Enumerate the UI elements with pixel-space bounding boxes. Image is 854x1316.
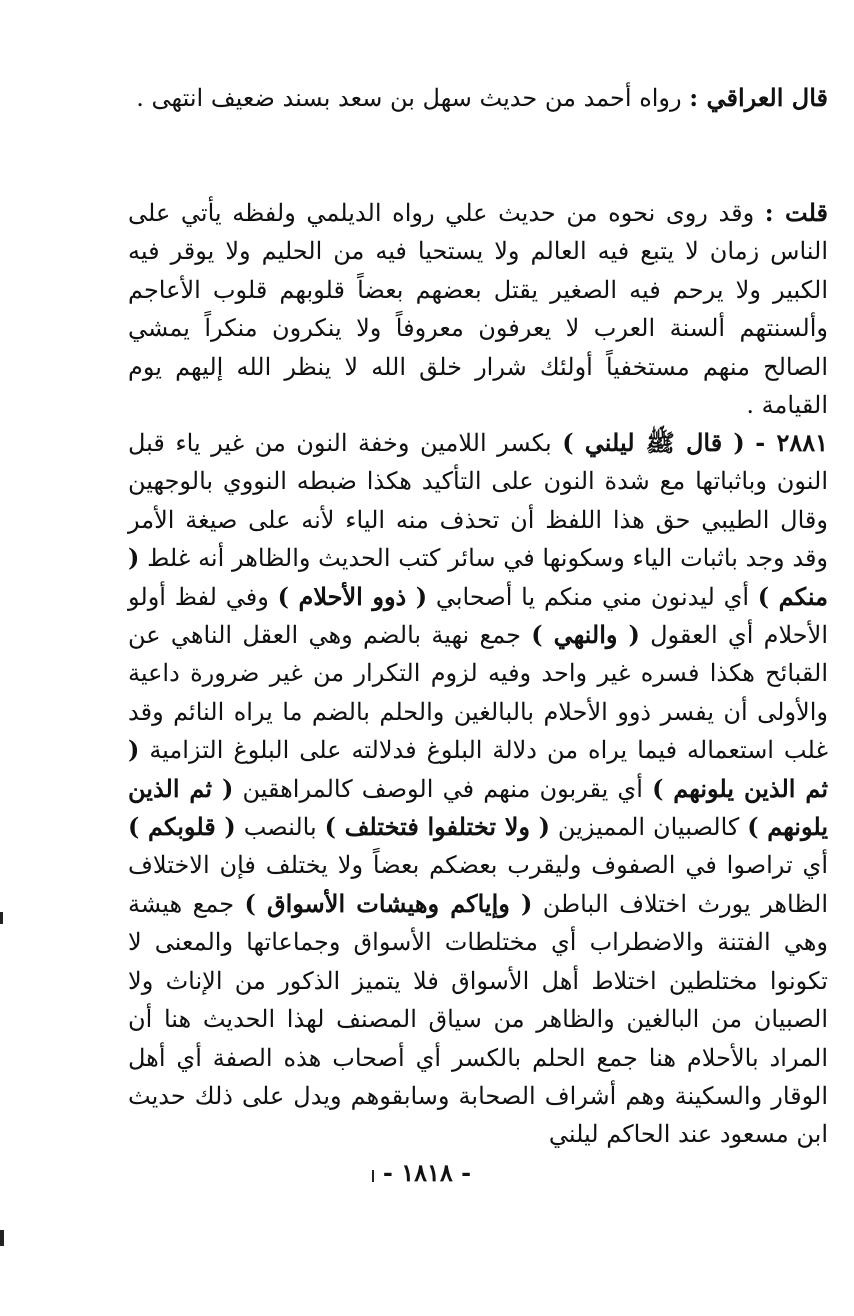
commentary-text: جمع نهية بالضم وهي العقل الناهي عن القبائح هكذا فسره غير واحد وفيه لزوم التكرار من غير ضرورة داعية والأولى أن يفسر ذوو الأحلام بالبالغين والحلم بالضم ما يراه النائم وقد غلب استعماله فيما يراه من دلالة البلوغ فدلالته على البلوغ التزامية [128, 621, 828, 765]
hadith-phrase: ( قلوبكم ) [128, 812, 236, 842]
hadith-phrase: ( ولا تختلفوا فتختلف ) [324, 812, 550, 842]
hadith-phrase: ( والنهي ) [531, 620, 640, 650]
commentary-text: بالنصب [235, 813, 325, 842]
scan-mark [372, 1170, 374, 1182]
paragraph-lead: قال العراقي : [689, 83, 828, 112]
hadith-phrase: ( ذوو الأحلام ) [277, 581, 428, 611]
hadith-phrase: ( منكم ) [128, 543, 828, 611]
paragraph-body: وقد روى نحوه من حديث علي رواه الديلمي ولفظه يأتي على الناس زمان لا يتبع فيه العالم ولا يستحيا فيه من الحليم ولا يوقر فيه الكبير ولا يرحم فيه الصغير يقتل بعضهم بعضاً قلوبهم قلوب الأعاجم وألسنتهم ألسنة العرب لا يعرفون معروفاً ولا ينكرون منكراً يمشي الصالح منهم مستخفياً أولئك شرار خلق الله لا ينظر الله إليهم يوم القيامة . [128, 199, 828, 420]
paragraph-body: رواه أحمد من حديث سهل بن سعد بسند ضعيف انتهى . [136, 84, 690, 112]
hadith-number: ٢٨٨١ - [755, 428, 828, 457]
commentary-text: وفي لفظ أولو الأحلام أي العقول [128, 582, 828, 650]
paragraph-iraqi [128, 79, 828, 117]
scan-mark [0, 1230, 4, 1246]
page-number: - ١٨١٨ - [382, 1158, 472, 1187]
hadith-phrase: ( قال ﷺ ليلني ) [562, 428, 745, 457]
commentary-text: أي تراصوا في الصفوف وليقرب بعضكم بعضاً ولا يختلف فإن الاختلاف الظاهر يورث اختلاف الباطن [128, 851, 828, 918]
commentary-text: أي ليدنون مني منكم يا أصحابي [427, 582, 758, 611]
hadith-phrase: ( وإياكم وهيشات الأسواق ) [244, 888, 533, 918]
hadith-phrase: ( ثم الذين يلونهم ) [128, 773, 829, 842]
commentary-text: جمع هيشة وهي الفتنة والاضطراب أي مختلطات الأسواق وجماعاتها والمعنى لا تكونوا مختلطين اختلاط أهل الأسواق فلا يتميز الذكور من الإناث ولا الصبيان من البالغين والظاهر من سياق المصنف لهذا الحديث هنا أن المراد بالأحلام هنا جمع الحلم بالكسر أي أصحاب هذه الصفة أي أهل الوقار والسكينة وهم أشراف الصحابة وسابقوهم ويدل على ذلك حديث ابن مسعود عند الحاكم ليلني [128, 889, 828, 1149]
hadith-phrase: ( ثم الذين يلونهم ) [128, 735, 829, 803]
commentary-text: أي يقربون منهم في الوصف كالمراهقين [233, 774, 653, 803]
scan-mark [0, 912, 3, 924]
commentary-text: كالصبيان المميزين [550, 813, 748, 842]
paragraph-hadith-2881 [128, 424, 828, 1154]
commentary-text: بكسر اللامين وخفة النون من غير ياء قبل النون وباثباتها مع شدة النون على التأكيد هكذا ضبطه النووي بالوجهين وقال الطيبي حق هذا اللفظ أن تحذف منه الياء لأنه على صيغة الأمر وقد وجد باثبات الياء وسكونها في سائر كتب الحديث والظاهر أنه غلط [128, 429, 828, 573]
paragraph-lead: قلت : [764, 198, 828, 227]
paragraph-qultu [128, 194, 828, 424]
